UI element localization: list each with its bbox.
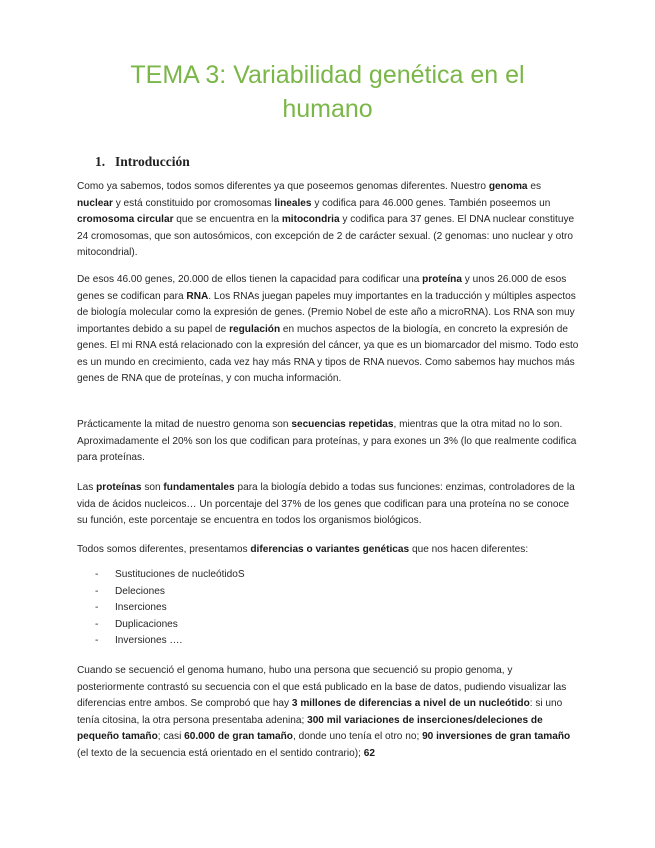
paragraph [77,179,579,262]
text-run: Como ya sabemos, todos somos diferentes ya que poseemos genomas diferentes. Nuestro [77,181,489,192]
bold-text-run: proteína [422,274,462,285]
list-item-text: Duplicaciones [115,618,178,630]
bold-text-run: regulación [229,323,281,335]
bold-text-run: secuencias repetidas [291,419,394,430]
bold-text-run: 62 [363,747,375,759]
section-label: Introducción [115,154,190,169]
section-number: 1. [95,154,106,169]
text-run: ; casi [157,731,185,742]
text-run: De esos 46.00 genes, 20.000 de ellos tienen la capacidad para codificar una [77,274,423,285]
list-item [95,584,245,601]
text-run: y codifica para 37 genes. El DNA nuclear constituye 24 cromosomas, que son autosómicos, con excepción de 2 de carácter sexual. (2 genomas: uno nuclear y otro mitocondrial). [77,214,575,258]
list-item [95,567,245,584]
text-run: , mientras que la otra mitad no lo son. Aproximadamente el 20% son los que codifican para proteínas, y para exones un 3% (lo que realmente codifica para proteínas. [77,419,577,463]
list-dash: - [95,618,99,630]
list-dash: - [95,569,99,580]
list-item-text: Inversiones …. [115,635,183,646]
title-line-1: TEMA 3: Variabilidad genética en el [130,61,525,89]
list-item [95,617,245,634]
list-item [95,600,245,617]
document-title [60,58,595,126]
text-run: (el texto de la secuencia está orientado en el sentido contrario); [77,747,364,759]
title-line-2: humano [282,95,373,123]
text-run: para la biología debido a todas sus funciones: enzimas, controladores de la vida de ácidos nucleicos… Un porcentaje del 37% de los genes que codifican para una proteína no se conoce su función, este porcentaje se encuentra en todos los organismos biológicos. [77,482,575,526]
variants-list [95,567,245,650]
text-run: en muchos aspectos de la biología, en concreto la expresión de genes. El mi RNA está relacionado con la expresión del cáncer, ya que es un biomarcador del mismo. Todo esto es un mundo en crecimiento, cada vez hay más RNA y tipos de RNA nuevos. Como sabemos hay muchos más genes de RNA que de proteínas, y con mucha información. [77,323,579,384]
text-run: Las [77,482,97,493]
bold-text-run: cromosoma circular [77,214,174,225]
text-run: Prácticamente la mitad de nuestro genoma son [77,419,292,430]
bold-text-run: lineales [274,197,312,209]
paragraph [77,542,579,559]
text-run: es [527,181,541,192]
bold-text-run: proteínas [96,482,142,493]
section-heading [95,154,190,170]
list-item-text: Sustituciones de nucleótidoS [115,569,245,580]
paragraph [77,663,579,762]
bold-text-run: nuclear [77,197,113,209]
paragraph [77,272,579,388]
bold-text-run: diferencias o variantes genéticas [250,544,410,555]
text-run: y codifica para 46.000 genes. También poseemos un [311,197,551,209]
text-run: . Los RNAs juegan papeles muy importantes en la traducción y múltiples aspectos de biología molecular como la expresión de genes. (Premio Nobel de este año a microRNA). Los RNA son muy importantes debido a su papel de [77,290,576,335]
list-dash: - [95,602,99,613]
list-dash: - [95,635,99,646]
paragraph [77,417,579,467]
bold-text-run: 3 millones de diferencias a nivel de un nucleótido [291,698,530,709]
text-run: que se encuentra en la [173,214,282,225]
text-run: y está constituido por cromosomas [112,197,275,209]
bold-text-run: mitocondria [281,214,340,225]
text-run: que nos hacen diferentes: [409,544,529,555]
text-run: y unos 26.000 de esos genes se codifican para [77,274,567,302]
bold-text-run: fundamentales [163,482,235,493]
bold-text-run: genoma [488,181,528,192]
bold-text-run: 300 mil variaciones de inserciones/deleciones de pequeño tamaño [77,714,543,742]
text-run: Todos somos diferentes, presentamos [77,544,251,555]
bold-text-run: 60.000 de gran tamaño [184,731,293,742]
bold-text-run: RNA [186,290,209,302]
text-run: Cuando se secuenció el genoma humano, hubo una persona que secuenció su propio genoma, y posteriormente contrastó su secuencia con el que está publicado en la base de datos, pudiendo visualizar las diferencias entre ambos. Se comprobó que hay [77,665,567,709]
list-item-text: Deleciones [115,585,165,597]
paragraph [77,480,579,530]
list-dash: - [95,585,99,597]
text-run: , donde uno tenía el otro no; [292,731,423,742]
list-item-text: Inserciones [115,602,167,613]
bold-text-run: 90 inversiones de gran tamaño [422,731,571,742]
text-run: : si uno tenía citosina, la otra persona presentaba adenina; [77,698,563,726]
text-run: son [141,482,164,493]
list-item [95,633,245,650]
